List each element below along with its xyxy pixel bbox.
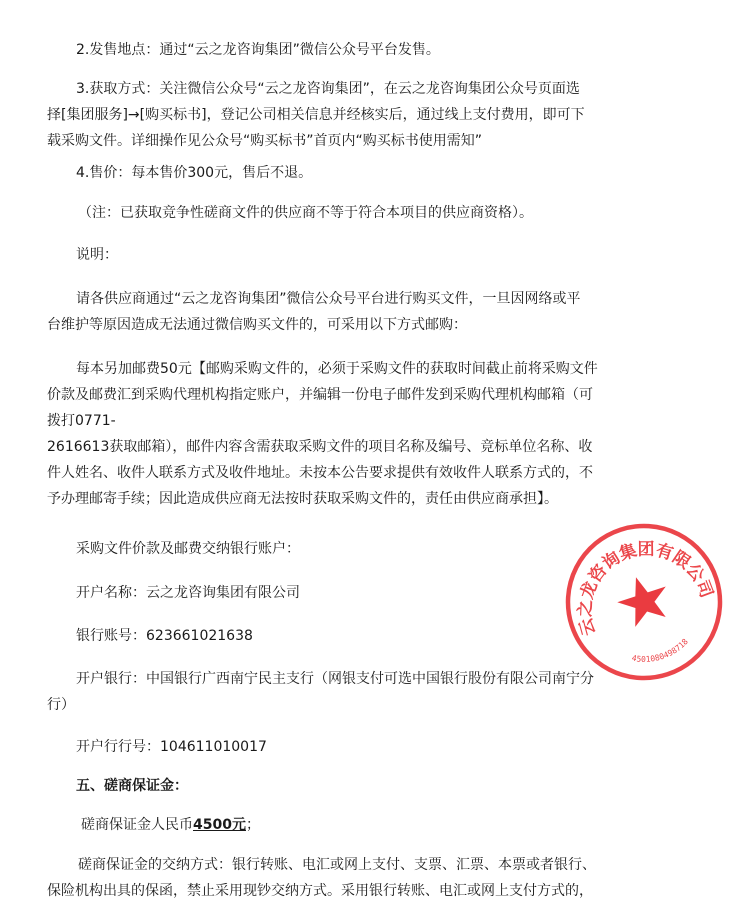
company-seal [564, 522, 724, 682]
deposit-amount-line [47, 812, 687, 838]
section-5-title: 五、磋商保证金： [76, 778, 188, 794]
bank-code: 开户行行号：104611010017 [76, 739, 267, 755]
mail-order-text: 每本另加邮费50元【邮购采购文件的，必须于采购文件的获取时间截止前将采购文件 价款及邮费汇到采购代理机构指定账户，并编辑一份电子邮件发到采购代理机构邮箱（可 拨打0771- 2616613获取邮箱），邮件内容含需获取采购文件的项目名称及编号、竞标单位名称、收 件人姓名、收件人联系方式及收件地址。未按本公告要求提供有效收件人联系方式的，不 予办理邮寄手续；因此造成供应商无法按时获取采购文件的，责任由供应商承担】。 [47, 361, 598, 507]
bank-branch: 开户银行：中国银行广西南宁民主支行（网银支付可选中国银行股份有限公司南宁分 行） [47, 671, 594, 713]
bank-title: 采购文件价款及邮费交纳银行账户： [76, 541, 300, 557]
seal-code: 4501080498718 [631, 637, 690, 664]
sale-location: 2.发售地点：通过“云之龙咨询集团”微信公众号平台发售。 [76, 42, 440, 58]
price: 4.售价：每本售价300元，售后不退。 [76, 165, 313, 181]
account-name: 开户名称：云之龙咨询集团有限公司 [76, 585, 300, 601]
explain-text: 请各供应商通过“云之龙咨询集团”微信公众号平台进行购买文件，一旦因网络或平 台维护等原因造成无法通过微信购买文件的，可采用以下方式邮购： [47, 291, 581, 333]
seal-company-name: 云之龙咨询集团有限公司 [575, 539, 717, 638]
account-number: 银行账号：623661021638 [76, 628, 253, 644]
deposit-prefix: 磋商保证金人民币 [81, 817, 193, 833]
deposit-method: 磋商保证金的交纳方式：银行转账、电汇或网上支付、支票、汇票、本票或者银行、 保险机构出具的保函，禁止采用现钞交纳方式。采用银行转账、电汇或网上支付方式的， [47, 857, 596, 899]
deposit-amount: 4500元 [193, 817, 246, 833]
obtain-method: 3.获取方式：关注微信公众号“云之龙咨询集团”，在云之龙咨询集团公众号页面选 择[集团服务]→[购买标书]，登记公司相关信息并经核实后，通过线上支付费用，即可下 载采购文件。详细操作见公众号“购买标书”首页内“购买标书使用需知” [47, 81, 585, 149]
seal-star-icon [612, 569, 675, 629]
explain-label: 说明： [76, 247, 118, 263]
deposit-suffix: ； [245, 817, 260, 833]
note: （注：已获取竞争性磋商文件的供应商不等于符合本项目的供应商资格）。 [78, 205, 533, 221]
